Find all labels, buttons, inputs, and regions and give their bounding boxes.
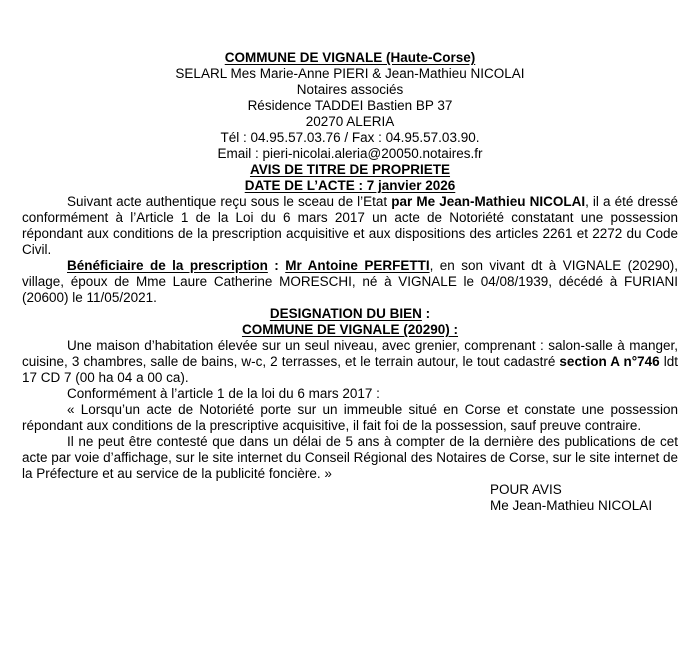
office-phone-fax: Tél : 04.95.57.03.76 / Fax : 04.95.57.03.90.: [220, 130, 480, 145]
notary-office-name: SELARL Mes Marie-Anne PIERI & Jean-Mathieu NICOLAI: [175, 66, 525, 81]
paragraph-act: [22, 194, 678, 258]
office-address-line1: Résidence TADDEI Bastien BP 37: [247, 98, 453, 113]
signature-pour-avis: POUR AVIS: [490, 482, 562, 497]
legal-quote-part2: Il ne peut être contesté que dans un délai de 5 ans à compter de la dernière des publications de cet acte par voie d’affichage, sur le site internet du Conseil Régional des Notaires de Corse, sur le site internet de la Préfecture et au service de la publicité foncière. »: [22, 434, 678, 481]
office-email: Email : pieri-nicolai.aleria@20050.notaires.fr: [217, 146, 483, 161]
legal-quote-part1: « Lorsqu’un acte de Notoriété porte sur un immeuble situé en Corse et constate une possession répondant aux conditions de la prescriptive acquisitive, il fait foi de la possession, sauf preuve contraire.: [22, 402, 678, 433]
act-text-start: Suivant acte authentique reçu sous le sceau de l’Etat: [67, 194, 392, 209]
law-reference-line: Conformément à l’article 1 de la loi du 6 mars 2017 :: [67, 386, 380, 401]
notice-title: AVIS DE TITRE DE PROPRIETE: [249, 162, 451, 177]
notary-office-subtitle: Notaires associés: [296, 82, 404, 97]
designation-heading-text: DESIGNATION DU BIEN: [269, 306, 422, 321]
act-text-end: , il a été dressé conformément à l’Article 1 de la Loi du 6 mars 2017 un acte de Notoriété constatant une possession répondant aux conditions de la prescription acquisitive et aux dispositions des articles 2261 et 2272 du Code Civil.: [22, 194, 679, 257]
signature-notary-name: Me Jean-Mathieu NICOLAI: [490, 498, 653, 513]
beneficiary-name: Mr Antoine PERFETTI: [285, 258, 430, 273]
beneficiary-separator: :: [267, 258, 286, 273]
beneficiary-details: , en son vivant dt à VIGNALE (20290), village, époux de Mme Laure Catherine MORESCHI, né à VIGNALE le 04/08/1939, décédé à FURIANI (20600) le 11/05/2021.: [22, 258, 678, 305]
property-text-start: Une maison d’habitation élevée sur un seul niveau, avec grenier, comprenant : salon-salle à manger, cuisine, 3 chambres, salle de bains, w-c, 2 terrasses, et le terrain autour, le tout cadastré: [22, 338, 678, 369]
signature-block: [490, 482, 678, 514]
paragraph-property: [22, 338, 678, 386]
designation-heading: [22, 306, 678, 322]
act-date: DATE DE L’ACTE : 7 janvier 2026: [244, 178, 456, 193]
paragraph-beneficiary: [22, 258, 678, 306]
designation-heading-colon: :: [421, 306, 431, 321]
document-header: [22, 50, 678, 194]
notary-name-emphasis: par Me Jean-Mathieu NICOLAI: [391, 194, 586, 209]
beneficiary-label: Bénéficiaire de la prescription: [67, 258, 268, 273]
office-address-line2: 20270 ALERIA: [305, 114, 395, 129]
commune-title: COMMUNE DE VIGNALE (Haute-Corse): [224, 50, 476, 65]
commune-heading: COMMUNE DE VIGNALE (20290) :: [241, 322, 459, 337]
cadastre-reference: section A n°746: [559, 354, 660, 369]
property-text-end: ldt 17 CD 7 (00 ha 04 a 00 ca).: [22, 354, 678, 385]
